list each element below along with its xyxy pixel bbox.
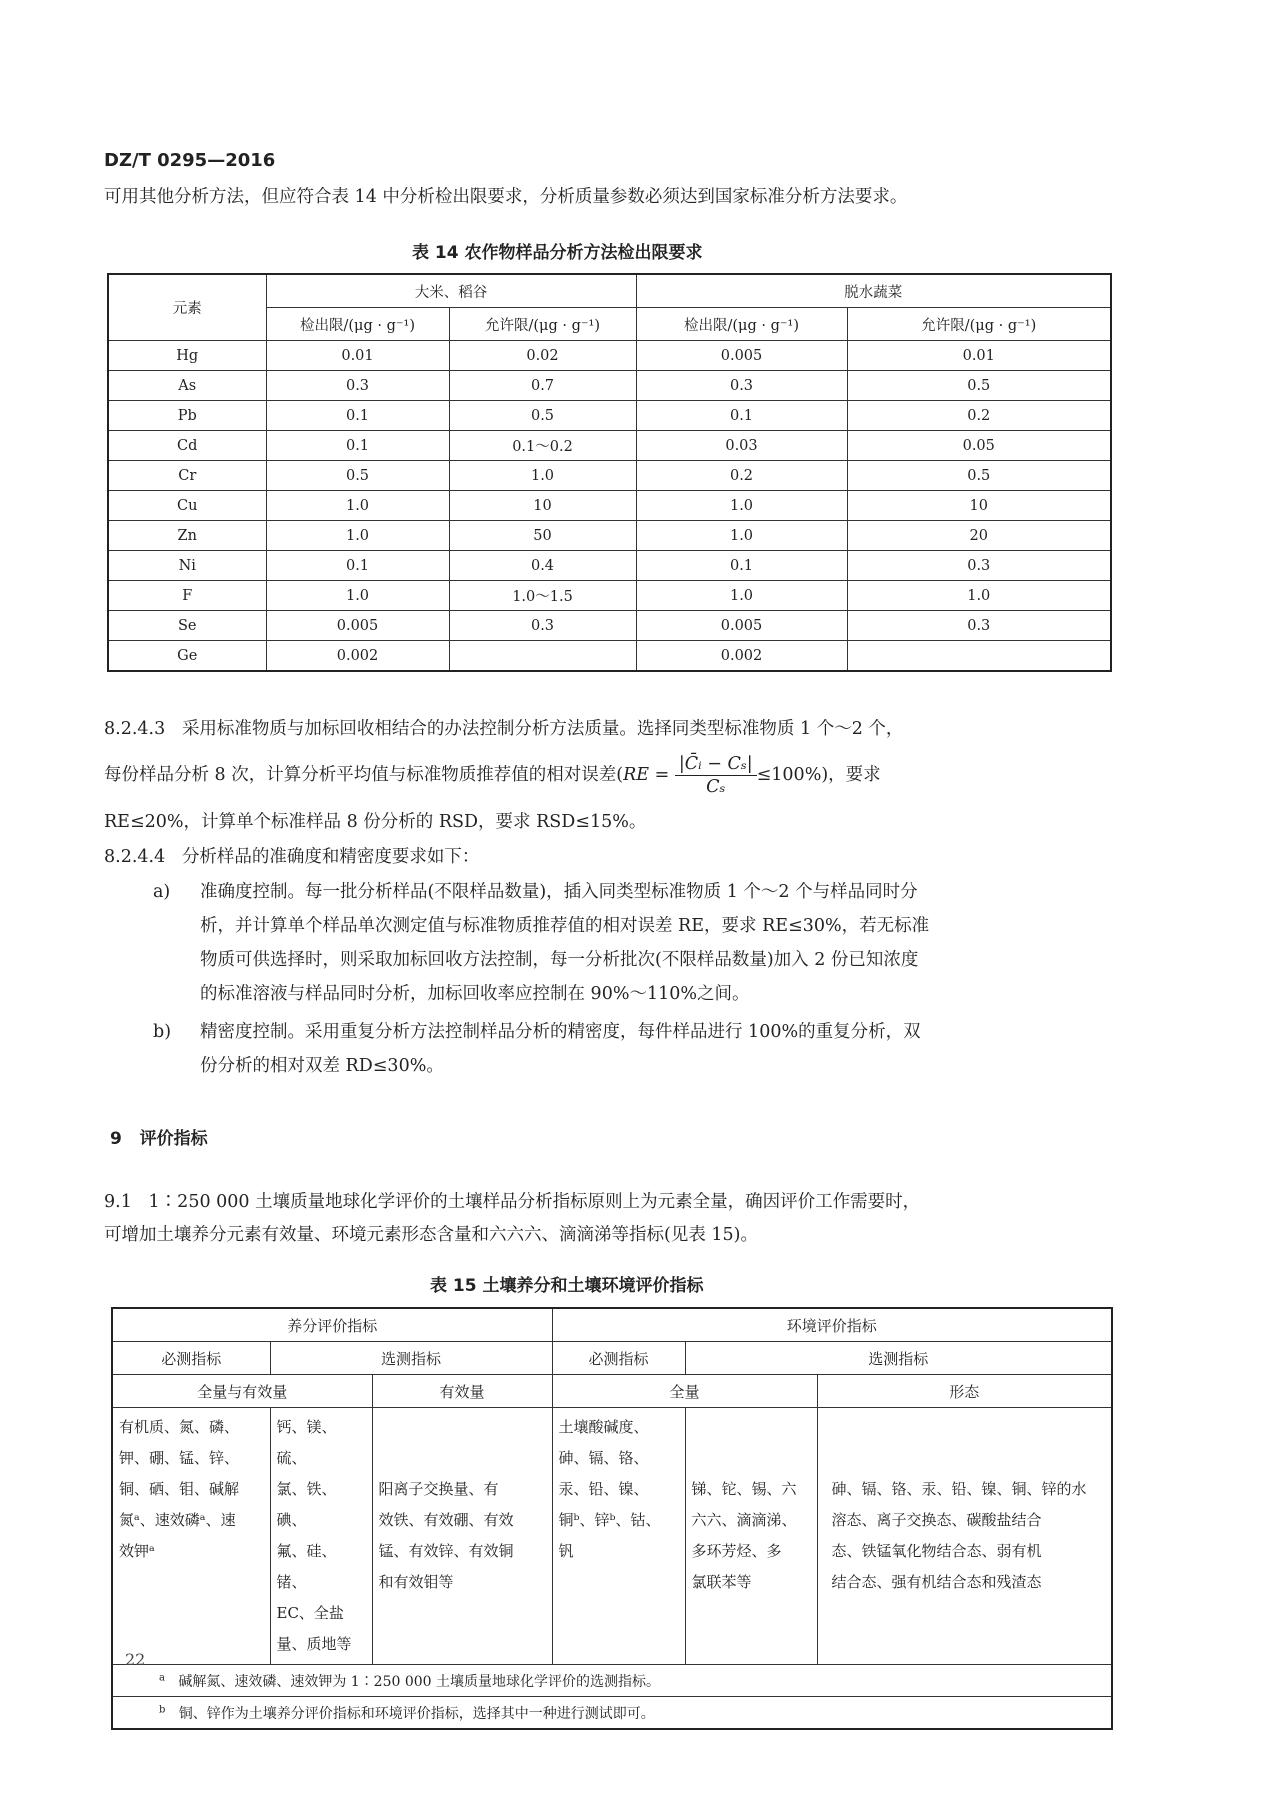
rice-detect-cell: 0.1 [266, 551, 449, 581]
veg-detect-limit-header: 检出限/(μg · g⁻¹) [636, 308, 847, 341]
rice-allow-cell: 0.1～0.2 [449, 431, 636, 461]
veg-allow-limit-header: 允许限/(μg · g⁻¹) [847, 308, 1111, 341]
clause-text: 1∶250 000 土壤质量地球化学评价的土壤样品分析指标原则上为元素全量，确因评价工作需要时， [148, 1192, 921, 1212]
clause-text: 采用标准物质与加标回收相结合的办法控制分析方法质量。选择同类型标准物质 1 个～2 个， [181, 719, 904, 739]
env-required-header: 必测指标 [552, 1342, 685, 1375]
formula-denominator: Cₛ [706, 777, 726, 797]
item-a-text [200, 875, 929, 1011]
veg-detect-cell: 0.3 [636, 371, 847, 401]
section-9-heading [110, 1124, 208, 1149]
page-number: 22 [125, 1650, 146, 1669]
clause-9-1-line2: 可增加土壤养分元素有效量、环境元素形态含量和六六六、滴滴涕等指标(见表 15)。 [104, 1225, 758, 1245]
veg-detect-cell: 1.0 [636, 491, 847, 521]
clause-8-2-4-3-line2 [104, 753, 881, 798]
veg-allow-cell: 20 [847, 521, 1111, 551]
rice-detect-cell: 0.005 [266, 611, 449, 641]
veg-allow-cell [847, 641, 1111, 672]
clause-8-2-4-3-line3: RE≤20%，计算单个标准样品 8 份分析的 RSD，要求 RSD≤15%。 [104, 812, 647, 832]
item-b-label: b) [153, 1022, 172, 1042]
item-a-line: 析，并计算单个样品单次测定值与标准物质推荐值的相对误差 RE，要求 RE≤30%，若无标准 [200, 916, 930, 936]
nutrient-required-header: 必测指标 [112, 1342, 270, 1375]
element-cell: Hg [108, 341, 266, 371]
element-cell: Cd [108, 431, 266, 461]
rice-detect-limit-header: 检出限/(μg · g⁻¹) [266, 308, 449, 341]
formula-numerator: |C̄ᵢ − Cₛ| [675, 753, 757, 776]
veg-detect-cell: 1.0 [636, 581, 847, 611]
element-cell: Ge [108, 641, 266, 672]
clause-9-1-line1 [104, 1185, 920, 1219]
element-cell: Se [108, 611, 266, 641]
item-b-line: 精密度控制。采用重复分析方法控制样品分析的精密度，每件样品进行 100%的重复分析，双 [200, 1022, 921, 1042]
clause-text: 分析样品的准确度和精密度要求如下： [181, 847, 480, 867]
clause-number: 9.1 [104, 1192, 132, 1212]
veg-allow-cell: 1.0 [847, 581, 1111, 611]
veg-detect-cell: 0.03 [636, 431, 847, 461]
table14-caption: 表 14 农作物样品分析方法检出限要求 [412, 243, 703, 263]
veg-allow-cell: 0.5 [847, 461, 1111, 491]
nutrient-indicator-header: 养分评价指标 [112, 1308, 552, 1342]
table-row [108, 371, 1111, 401]
formula-tail: ≤100%)，要求 [756, 765, 881, 785]
effective-header: 有效量 [372, 1375, 552, 1408]
env-optional-total-items: 锑、铊、锡、六 六六、滴滴涕、 多环芳烃、多 氯联苯等 [685, 1408, 817, 1665]
clause-8-2-4-3-line1 [104, 712, 903, 746]
element-cell: Cu [108, 491, 266, 521]
veg-allow-cell: 0.01 [847, 341, 1111, 371]
footnote-a [112, 1665, 1112, 1697]
env-form-items: 砷、镉、铬、汞、铅、镍、铜、锌的水 溶态、离子交换态、碳酸盐结合 态、铁锰氧化物结合态、弱有机 结合态、强有机结合态和残渣态 [817, 1408, 1112, 1665]
table-row [108, 521, 1111, 551]
detection-limit-table [107, 273, 1112, 672]
element-cell: As [108, 371, 266, 401]
footnote-b [112, 1697, 1112, 1730]
env-required-items: 土壤酸碱度、 砷、镉、铬、 汞、铅、镍、 铜ᵇ、锌ᵇ、钴、 钒 [552, 1408, 685, 1665]
clause-text: 每份样品分析 8 次，计算分析平均值与标准物质推荐值的相对误差( [104, 765, 624, 785]
item-a-line: 物质可供选择时，则采取加标回收方法控制，每一分析批次(不限样品数量)加入 2 份已知浓度 [200, 950, 919, 970]
rice-detect-cell: 0.1 [266, 431, 449, 461]
environment-indicator-header: 环境评价指标 [552, 1308, 1112, 1342]
table-row [108, 581, 1111, 611]
rice-allow-cell [449, 641, 636, 672]
rice-allow-cell: 1.0～1.5 [449, 581, 636, 611]
section-number: 9 [110, 1129, 122, 1149]
table-row [108, 401, 1111, 431]
rice-detect-cell: 0.1 [266, 401, 449, 431]
rice-allow-limit-header: 允许限/(μg · g⁻¹) [449, 308, 636, 341]
element-cell: Zn [108, 521, 266, 551]
clause-number: 8.2.4.3 [104, 719, 166, 739]
veg-detect-cell: 0.005 [636, 341, 847, 371]
formula-re: RE [623, 765, 650, 785]
table-row [108, 641, 1111, 672]
item-b-text [200, 1015, 921, 1083]
standard-number: DZ/T 0295—2016 [104, 150, 276, 171]
col-element-header: 元素 [108, 274, 266, 341]
footnote-b-mark: b [159, 1703, 166, 1715]
table-row [108, 611, 1111, 641]
item-a-label: a) [153, 882, 171, 902]
rice-allow-cell: 1.0 [449, 461, 636, 491]
nutrient-effective-items: 阳离子交换量、有 效铁、有效硼、有效 锰、有效锌、有效铜 和有效钼等 [372, 1408, 552, 1665]
nutrient-optional-total-items: 钙、镁、硫、 氯、铁、碘、 氟、硅、锗、 EC、全盐 量、质地等 [270, 1408, 372, 1665]
rice-allow-cell: 0.02 [449, 341, 636, 371]
item-a-line: 准确度控制。每一批分析样品(不限样品数量)，插入同类型标准物质 1 个～2 个与样品同时分 [200, 882, 918, 902]
rice-allow-cell: 0.5 [449, 401, 636, 431]
rice-allow-cell: 0.7 [449, 371, 636, 401]
group-veg-header: 脱水蔬菜 [636, 274, 1111, 308]
veg-allow-cell: 10 [847, 491, 1111, 521]
form-header: 形态 [817, 1375, 1112, 1408]
element-cell: F [108, 581, 266, 611]
rice-detect-cell: 0.5 [266, 461, 449, 491]
rice-allow-cell: 0.4 [449, 551, 636, 581]
veg-allow-cell: 0.5 [847, 371, 1111, 401]
rice-detect-cell: 0.002 [266, 641, 449, 672]
env-optional-header: 选测指标 [685, 1342, 1112, 1375]
veg-detect-cell: 1.0 [636, 521, 847, 551]
table-row [108, 491, 1111, 521]
item-a-line: 的标准溶液与样品同时分析，加标回收率应控制在 90%～110%之间。 [200, 984, 750, 1004]
veg-detect-cell: 0.2 [636, 461, 847, 491]
total-effective-header: 全量与有效量 [112, 1375, 372, 1408]
table14-body [108, 341, 1111, 672]
element-cell: Pb [108, 401, 266, 431]
footnote-a-text: 碱解氮、速效磷、速效钾为 1∶250 000 土壤质量地球化学评价的选测指标。 [178, 1673, 661, 1690]
table-row [108, 551, 1111, 581]
evaluation-indicator-table [111, 1307, 1113, 1730]
veg-allow-cell: 0.3 [847, 611, 1111, 641]
formula-fraction [675, 753, 757, 798]
rice-detect-cell: 1.0 [266, 581, 449, 611]
nutrient-optional-header: 选测指标 [270, 1342, 552, 1375]
rice-allow-cell: 50 [449, 521, 636, 551]
rice-detect-cell: 0.01 [266, 341, 449, 371]
nutrient-required-items: 有机质、氮、磷、 钾、硼、锰、锌、 铜、硒、钼、碱解 氮ᵃ、速效磷ᵃ、速 效钾ᵃ [112, 1408, 270, 1665]
veg-detect-cell: 0.1 [636, 401, 847, 431]
footnote-b-text: 铜、锌作为土壤养分评价指标和环境评价指标，选择其中一种进行测试即可。 [178, 1705, 655, 1722]
element-cell: Ni [108, 551, 266, 581]
rice-allow-cell: 10 [449, 491, 636, 521]
total-header: 全量 [552, 1375, 817, 1408]
veg-detect-cell: 0.002 [636, 641, 847, 672]
item-b-line: 份分析的相对双差 RD≤30%。 [200, 1056, 444, 1076]
veg-allow-cell: 0.3 [847, 551, 1111, 581]
intro-paragraph: 可用其他分析方法，但应符合表 14 中分析检出限要求，分析质量参数必须达到国家标准分析方法要求。 [104, 187, 908, 207]
veg-detect-cell: 0.005 [636, 611, 847, 641]
veg-allow-cell: 0.2 [847, 401, 1111, 431]
rice-detect-cell: 1.0 [266, 521, 449, 551]
veg-allow-cell: 0.05 [847, 431, 1111, 461]
table-row [108, 431, 1111, 461]
rice-detect-cell: 1.0 [266, 491, 449, 521]
table15-caption: 表 15 土壤养分和土壤环境评价指标 [430, 1276, 704, 1296]
formula-equals: = [649, 765, 675, 785]
rice-allow-cell: 0.3 [449, 611, 636, 641]
veg-detect-cell: 0.1 [636, 551, 847, 581]
clause-8-2-4-4-title [104, 840, 479, 874]
rice-detect-cell: 0.3 [266, 371, 449, 401]
table-row [108, 341, 1111, 371]
section-title: 评价指标 [139, 1129, 208, 1149]
clause-number: 8.2.4.4 [104, 847, 166, 867]
footnote-a-mark: a [159, 1671, 165, 1683]
group-rice-header: 大米、稻谷 [266, 274, 636, 308]
element-cell: Cr [108, 461, 266, 491]
table-row [108, 461, 1111, 491]
